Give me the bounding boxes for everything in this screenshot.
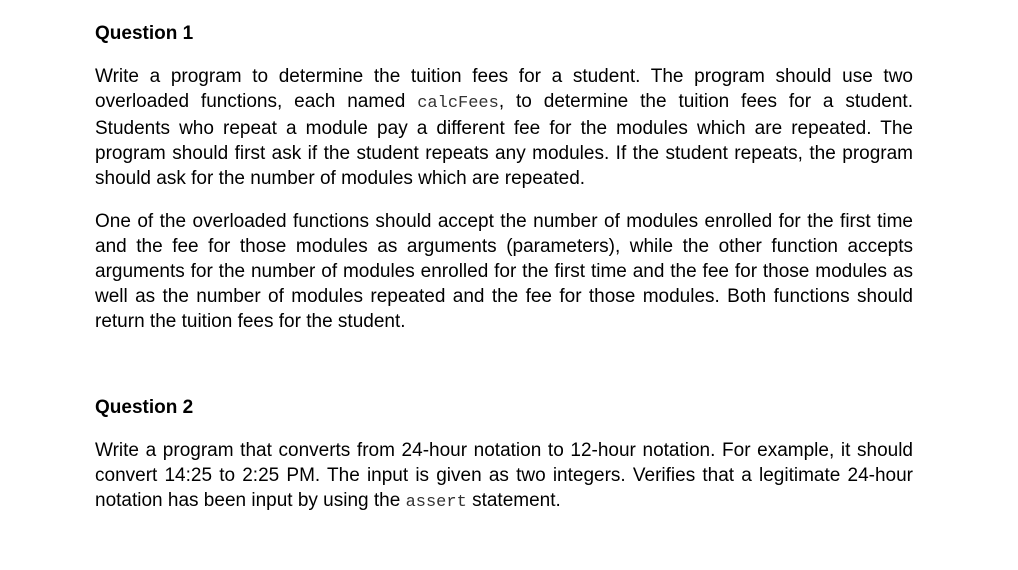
question-2-paragraph-1-text-a: Write a program that converts from 24-hour notation to 12-hour notation. For example, it should convert 14:25 to 2:25 PM. The input is given as two integers. Verifies that a legitimate 24-hour notation has been input by using the (95, 440, 913, 511)
calcfees-code: calcFees (417, 94, 499, 113)
question-1-paragraph-1-text-a: Write a program to determine the tuition fees for a student. The program should use two overloaded functions, each named (95, 66, 913, 112)
question-2-heading: Question 2 (95, 397, 194, 418)
question-2-paragraph-1 (95, 438, 913, 515)
assert-code: assert (405, 493, 467, 512)
question-2-paragraph-1-text-b: statement. (466, 490, 561, 511)
question-1-paragraph-1 (95, 64, 913, 191)
document-page (95, 20, 913, 515)
question-1-paragraph-2: One of the overloaded functions should accept the number of modules enrolled for the first time and the fee for those modules as arguments (parameters), while the other function accepts arguments for the number of modules enrolled for the first time and the fee for those modules as well as the number of modules repeated and the fee for those modules. Both functions should return the tuition fees for the student. (95, 211, 913, 332)
question-1-paragraph-1-text-b: , to determine the tuition fees for a student. Students who repeat a module pay a different fee for the modules which are repeated. The program should first ask if the student repeats any modules. If the student repeats, the program should ask for the number of modules which are repeated. (95, 91, 913, 189)
question-1-heading: Question 1 (95, 23, 194, 44)
